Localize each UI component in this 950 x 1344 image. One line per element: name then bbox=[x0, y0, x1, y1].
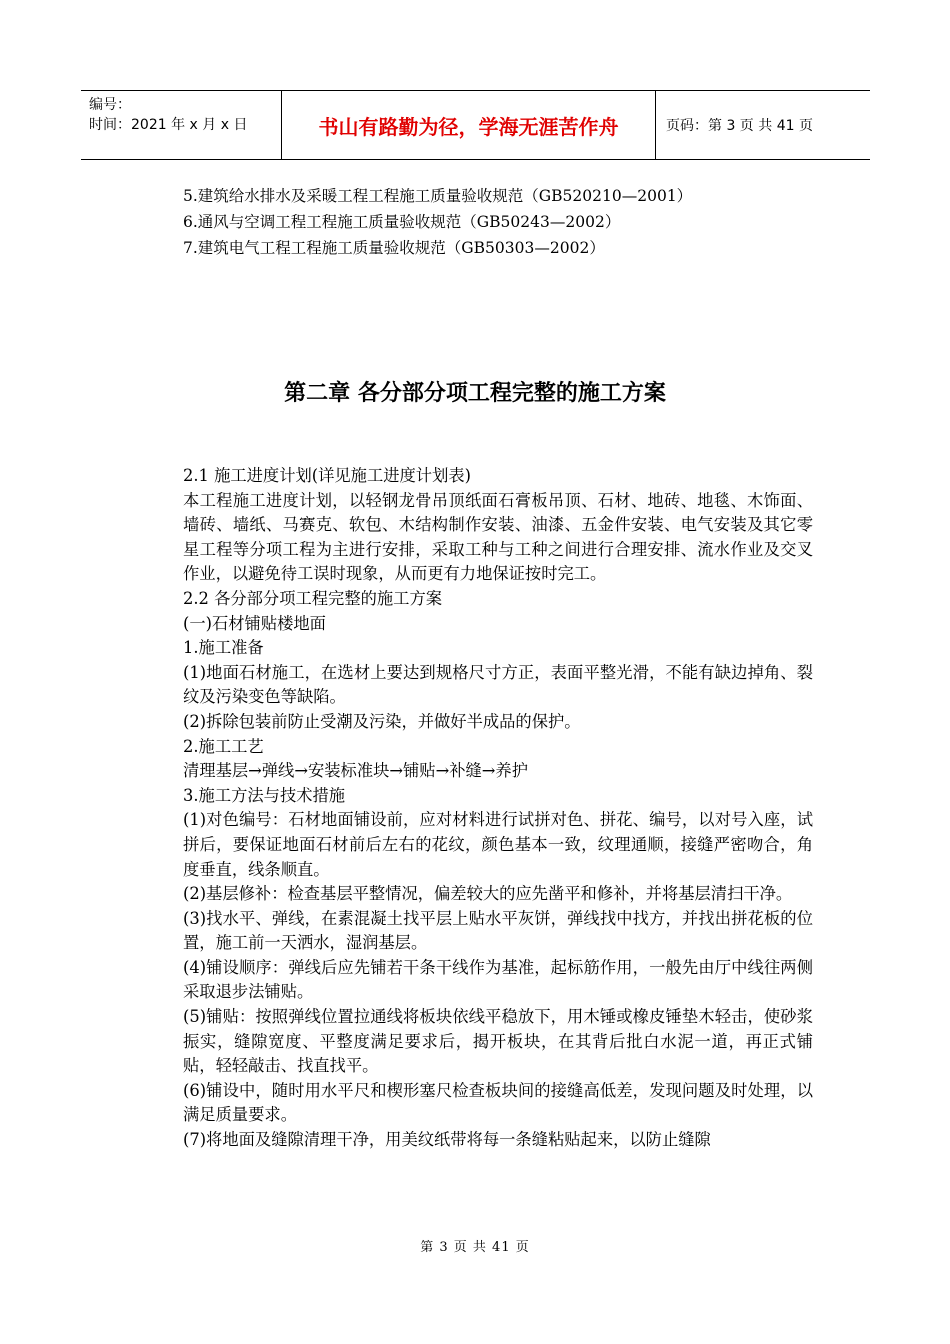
header-meta bbox=[81, 91, 282, 159]
paragraph: (5)铺贴：按照弹线位置拉通线将板块依线平稳放下，用木锤或橡皮锤垫木轻击，使砂浆振实，缝隙宽度、平整度满足要求后，揭开板块，在其背后批白水泥一道，再正式铺贴，轻轻敲击、找直找平。 bbox=[183, 1007, 813, 1076]
paragraph: 2.施工工艺 bbox=[183, 736, 264, 756]
header-page-info: 页码：第 3 页 共 41 页 bbox=[666, 118, 813, 134]
paragraph: 1.施工准备 bbox=[183, 638, 264, 658]
paragraph: (2)拆除包装前防止受潮及污染，并做好半成品的保护。 bbox=[183, 711, 581, 731]
page-header bbox=[81, 90, 870, 160]
reference-item: 5.建筑给水排水及采暖工程工程施工质量验收规范（GB520210—2001） bbox=[183, 187, 693, 205]
paragraph: (4)铺设顺序：弹线后应先铺若干条干线作为基准，起标筋作用，一般先由厅中线往两侧采取退步法铺贴。 bbox=[183, 957, 813, 1002]
paragraph: (一)石材铺贴楼地面 bbox=[183, 613, 326, 633]
paragraph: (1)对色编号：石材地面铺设前，应对材料进行试拼对色、拼花、编号，以对号入座，试拼后，要保证地面石材前后左右的花纹，颜色基本一致，纹理通顺，接缝严密吻合，角度垂直，线条顺直。 bbox=[183, 810, 813, 879]
paragraph: 清理基层→弹线→安装标准块→铺贴→补缝→养护 bbox=[183, 761, 528, 781]
paragraph: 2.2 各分部分项工程完整的施工方案 bbox=[183, 588, 443, 608]
reference-list bbox=[183, 183, 823, 261]
paragraph: (6)铺设中，随时用水平尺和楔形塞尺检查板块间的接缝高低差，发现问题及时处理，以满足质量要求。 bbox=[183, 1080, 813, 1125]
paragraph: 2.1 施工进度计划(详见施工进度计划表) bbox=[183, 466, 471, 485]
chapter-title: 第二章 各分部分项工程完整的施工方案 bbox=[284, 381, 666, 406]
page-footer: 第 3 页 共 41 页 bbox=[420, 1240, 530, 1255]
paragraph: 本工程施工进度计划，以轻钢龙骨吊顶纸面石膏板吊顶、石材、地砖、地毯、木饰面、墙砖、墙纸、马赛克、软包、木结构制作安装、油漆、五金件安装、电气安装及其它零星工程等分项工程为主进行安排，采取工种与工种之间进行合理安排、流水作业及交叉作业，以避免待工误时现象，从而更有力地保证按时完工。 bbox=[183, 490, 813, 584]
paragraph: 3.施工方法与技术措施 bbox=[183, 785, 346, 805]
paragraph: (2)基层修补：检查基层平整情况，偏差较大的应先凿平和修补，并将基层清扫干净。 bbox=[183, 884, 793, 904]
header-motto: 书山有路勤为径，学海无涯苦作舟 bbox=[282, 91, 656, 159]
time-label: 时间：2021 年 x 月 x 日 bbox=[89, 117, 248, 133]
reference-item: 6.通风与空调工程工程施工质量验收规范（GB50243—2002） bbox=[183, 213, 621, 231]
number-label: 编号： bbox=[89, 97, 131, 113]
reference-item: 7.建筑电气工程工程施工质量验收规范（GB50303—2002） bbox=[183, 239, 605, 257]
paragraph: (7)将地面及缝隙清理干净，用美纹纸带将每一条缝粘贴起来，以防止缝隙 bbox=[183, 1130, 711, 1150]
paragraph: (3)找水平、弹线，在素混凝土找平层上贴水平灰饼，弹线找中找方，并找出拼花板的位置，施工前一天洒水，湿润基层。 bbox=[183, 908, 813, 953]
paragraph: (1)地面石材施工，在选材上要达到规格尺寸方正，表面平整光滑，不能有缺边掉角、裂纹及污染变色等缺陷。 bbox=[183, 662, 813, 707]
body-text bbox=[183, 464, 813, 1153]
